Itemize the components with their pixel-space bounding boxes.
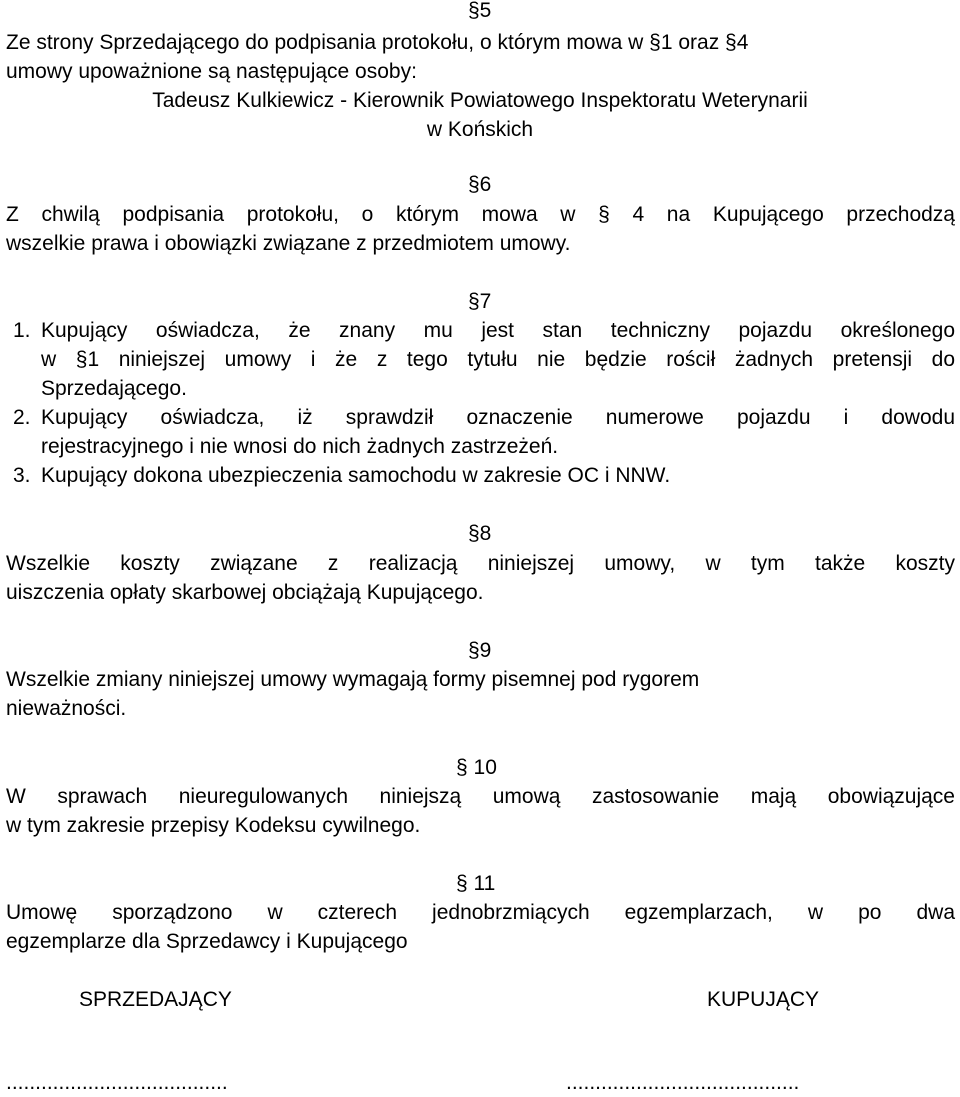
section-8-line-1: Wszelkie koszty związane z realizacją niniejszej umowy, w tym także koszty [6,552,955,575]
section-7-item-1-number: 1. [13,319,31,342]
buyer-signature-line: ........................................ [566,1071,800,1094]
section-heading-9: §9 [468,639,492,662]
section-5-line-1: Ze strony Sprzedającego do podpisania protokołu, o którym mowa w §1 oraz §4 [6,31,749,54]
section-heading-10: § 10 [456,756,497,779]
seller-signature-line: ...................................... [6,1071,228,1094]
section-7-item-2-line-1: Kupujący oświadcza, iż sprawdził oznaczenie numerowe pojazdu i dowodu [41,406,955,429]
section-heading-8: §8 [468,522,492,545]
section-11-line-2: egzemplarze dla Sprzedawcy i Kupującego [6,930,408,953]
section-5-line-4: w Końskich [426,118,534,141]
seller-signature-label: SPRZEDAJĄCY [79,988,232,1011]
section-7-item-2-number: 2. [13,406,31,429]
section-8-line-2: uiszczenia opłaty skarbowej obciążają Kupującego. [6,581,484,604]
section-10-line-2: w tym zakresie przepisy Kodeksu cywilnego. [6,814,421,837]
section-9-line-1: Wszelkie zmiany niniejszej umowy wymagają formy pisemnej pod rygorem [6,668,700,691]
section-heading-11: § 11 [456,872,496,895]
section-7-item-1-line-3: Sprzedającego. [41,377,187,400]
buyer-signature-label: KUPUJĄCY [707,988,820,1011]
section-6-line-1: Z chwilą podpisania protokołu, o którym mowa w § 4 na Kupującego przechodzą [6,203,955,226]
section-heading-7: §7 [468,290,492,313]
section-7-item-1-line-2: w §1 niniejszej umowy i że z tego tytułu nie będzie rościł żadnych pretensji do [41,348,955,371]
section-7-item-3-line-1: Kupujący dokona ubezpieczenia samochodu w zakresie OC i NNW. [41,464,671,487]
section-11-line-1: Umowę sporządzono w czterech jednobrzmiących egzemplarzach, w po dwa [6,901,955,924]
section-7-item-2-line-2: rejestracyjnego i nie wnosi do nich żadnych zastrzeżeń. [41,435,559,458]
section-5-line-2: umowy upoważnione są następujące osoby: [6,60,417,83]
section-5-line-3: Tadeusz Kulkiewicz - Kierownik Powiatowego Inspektoratu Weterynarii [152,89,808,112]
section-9-line-2: nieważności. [6,697,127,720]
section-heading-6: §6 [468,173,492,196]
section-heading-5: §5 [468,0,492,22]
section-6-line-2: wszelkie prawa i obowiązki związane z przedmiotem umowy. [6,232,571,255]
section-7-item-1-line-1: Kupujący oświadcza, że znany mu jest stan techniczny pojazdu określonego [41,319,955,342]
section-7-item-3-number: 3. [13,464,31,487]
section-10-line-1: W sprawach nieuregulowanych niniejszą umową zastosowanie mają obowiązujące [6,785,955,808]
